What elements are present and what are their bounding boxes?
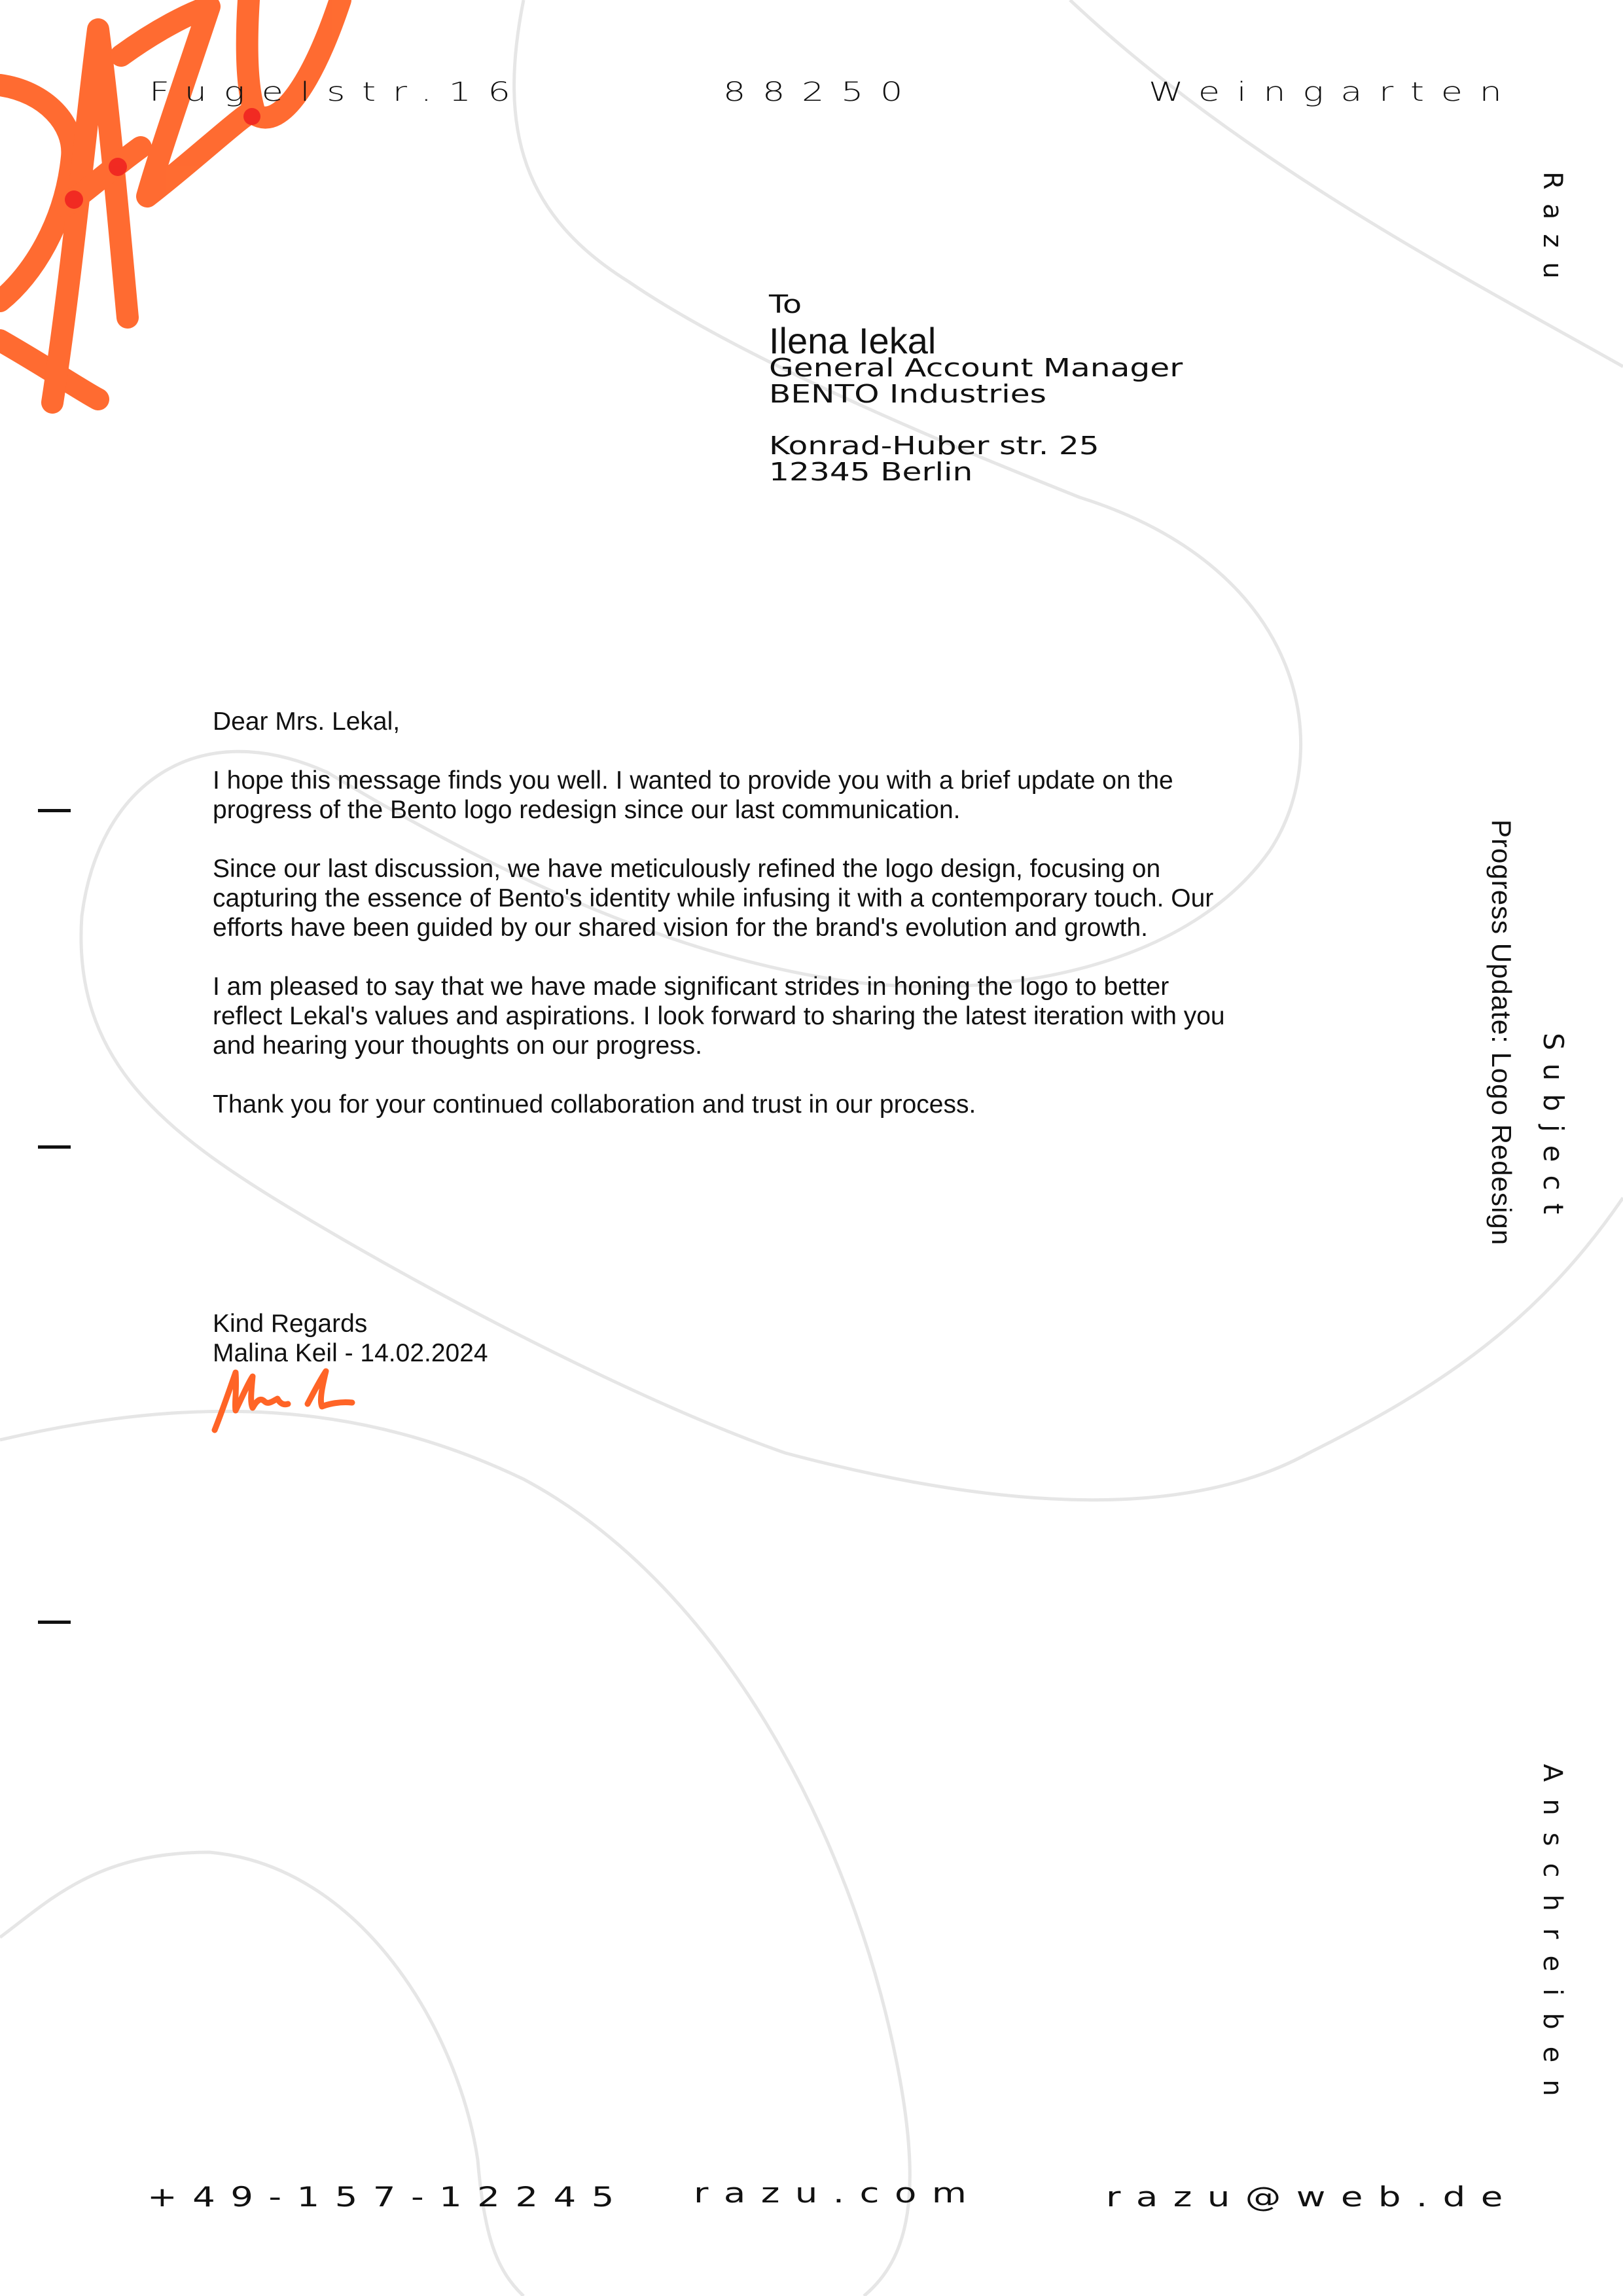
side-doc-type: Anschreiben xyxy=(1537,1764,1567,2113)
letter-closing-block xyxy=(213,1309,488,1368)
recipient-company: BENTO Industries xyxy=(769,380,1047,408)
letter-body xyxy=(213,707,1234,1149)
letter-closing: Kind Regards xyxy=(213,1310,368,1338)
curve-arch-outer xyxy=(0,1411,910,2296)
recipient-street: Konrad-Huber str. 25 xyxy=(769,431,1099,460)
letter-paragraph: I hope this message finds you well. I wanted to provide you with a brief update on the progress of the Bento logo redesign since our last communication. xyxy=(213,766,1173,824)
razu-logo xyxy=(0,0,864,432)
recipient-title: General Account Manager xyxy=(769,353,1183,382)
recipient-name: Ilena Iekal xyxy=(769,320,936,361)
curve-arch-inner xyxy=(0,1852,524,2296)
logo-overlap-2 xyxy=(109,158,127,176)
signature xyxy=(209,1365,366,1437)
header-city: Weingarten xyxy=(1149,77,1519,107)
fold-mark-middle xyxy=(38,1145,71,1149)
recipient-city: 12345 Berlin xyxy=(769,457,973,486)
letter-paragraph: Thank you for your continued collaboration and trust in our process. xyxy=(213,1090,976,1119)
letter-paragraph: I am pleased to say that we have made significant strides in honing the logo to better reflect Lekal's values and aspirations. I look forward to sharing the latest iteration with you and hearing your thoughts on our progress. xyxy=(213,973,1225,1060)
side-subject-text: Progress Update: Logo Redesign xyxy=(1486,819,1517,1246)
footer-email[interactable]: razu@web.de xyxy=(1106,2181,1518,2213)
footer-phone: +49-157-12245 xyxy=(147,2181,630,2213)
header-street: Fugelstr.16 xyxy=(149,77,527,107)
fold-mark-bottom xyxy=(38,1621,71,1624)
recipient-to-label: To xyxy=(769,290,802,319)
letter-signoff: Malina Keil - 14.02.2024 xyxy=(213,1339,488,1367)
letter-salutation: Dear Mrs. Lekal, xyxy=(213,708,401,736)
footer-website[interactable]: razu.com xyxy=(694,2177,982,2209)
logo-overlap-3 xyxy=(243,108,260,125)
logo-overlap-1 xyxy=(65,190,83,209)
header-zip: 88250 xyxy=(723,77,920,107)
side-brand: Razu xyxy=(1537,171,1567,293)
letter-paragraph: Since our last discussion, we have meticulously refined the logo design, focusing on capturing the essence of Bento's identity while infusing it with a contemporary touch. Our efforts have been guided by our shared vision for the brand's evolution and growth. xyxy=(213,855,1214,942)
side-subject-label: Subject xyxy=(1537,1033,1569,1228)
fold-mark-top xyxy=(38,809,71,812)
